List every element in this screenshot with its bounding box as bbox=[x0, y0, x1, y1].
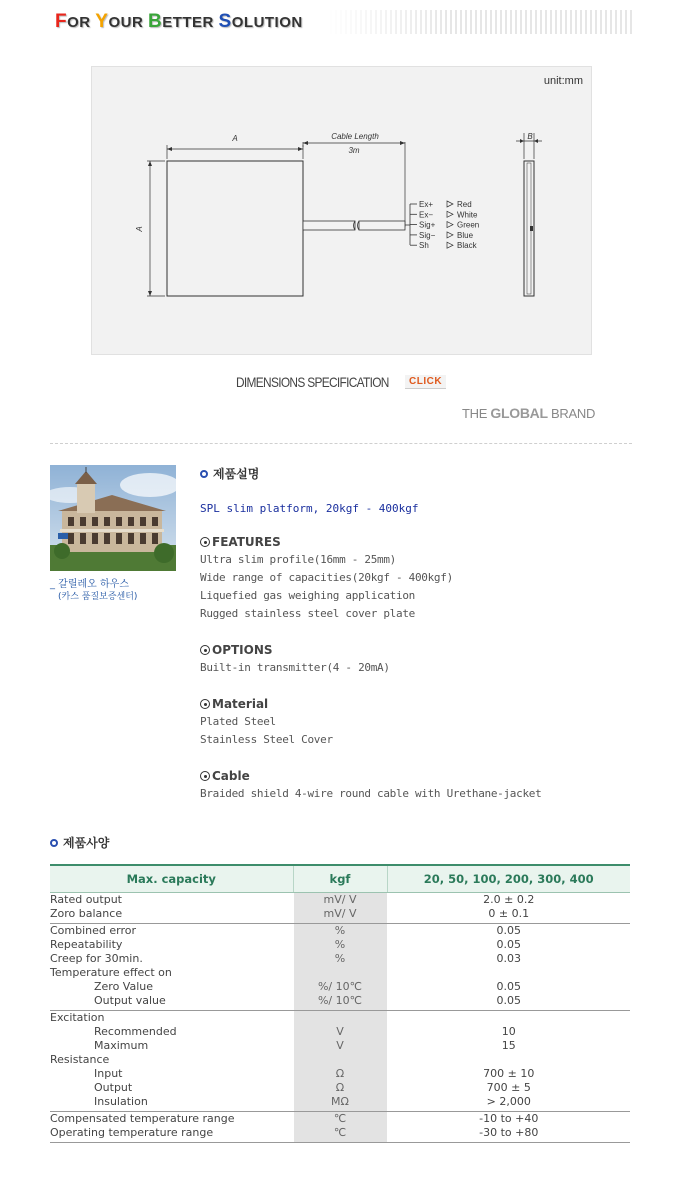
wire-pin: Sig− bbox=[419, 230, 436, 240]
target-bullet-icon bbox=[200, 699, 210, 709]
drawing-svg bbox=[92, 67, 593, 356]
spec-unit-cell bbox=[293, 893, 387, 924]
feature-heading-text: OPTIONS bbox=[212, 643, 273, 657]
photo-caption-title: _ 갈릴레오 하우스 bbox=[50, 579, 129, 590]
section-divider bbox=[50, 443, 632, 444]
feature-item: Ultra slim profile(16mm - 25mm) bbox=[200, 553, 396, 566]
spec-label: Creep for 30min. bbox=[50, 952, 143, 965]
spec-value: 700 ± 10 bbox=[483, 1067, 535, 1080]
spec-value: 10 bbox=[501, 1025, 516, 1038]
slogan-part: OR bbox=[67, 14, 96, 31]
spec-label: Maximum bbox=[94, 1039, 149, 1052]
target-bullet-icon bbox=[200, 645, 210, 655]
spec-value: 0.05 bbox=[496, 924, 521, 937]
spec-label: Output value bbox=[94, 994, 166, 1007]
spec-table bbox=[50, 864, 630, 1143]
spec-value-cell bbox=[387, 1011, 630, 1112]
feature-heading-text: FEATURES bbox=[212, 535, 281, 549]
wire-color: White bbox=[457, 210, 478, 220]
spec-value bbox=[388, 1053, 631, 1067]
slogan bbox=[55, 11, 303, 33]
spec-label: Zoro balance bbox=[50, 907, 123, 920]
spec-value-cell bbox=[387, 893, 630, 924]
spec-unit: ℃ bbox=[333, 1112, 347, 1125]
header-stripes bbox=[325, 10, 635, 34]
spec-label: Zero Value bbox=[94, 980, 154, 993]
feature-heading bbox=[200, 641, 640, 659]
spec-unit-cell bbox=[293, 1112, 387, 1143]
feature-item: Plated Steel bbox=[200, 715, 276, 728]
arrow-icon bbox=[447, 232, 453, 238]
spec-label-cell bbox=[50, 1011, 293, 1112]
feature-item: Wide range of capacities(20kgf - 400kgf) bbox=[200, 571, 453, 584]
platform-outline bbox=[167, 161, 303, 296]
wire-pin: Ex− bbox=[419, 210, 434, 220]
feature-heading bbox=[200, 695, 640, 713]
header-max-capacity: Max. capacity bbox=[50, 865, 293, 893]
arrow-icon bbox=[447, 242, 453, 248]
dimensions-title: DIMENSIONS SPECIFICATION bbox=[236, 374, 389, 390]
spec-unit: % bbox=[334, 924, 346, 937]
spec-label: Repeatability bbox=[50, 938, 123, 951]
target-bullet-icon bbox=[200, 771, 210, 781]
wire-color: Blue bbox=[457, 230, 474, 240]
circle-bullet-icon bbox=[200, 470, 208, 478]
spec-label-cell bbox=[50, 1112, 293, 1143]
feature-item: Braided shield 4-wire round cable with Urethane-jacket bbox=[200, 787, 542, 800]
spec-unit: mV/ V bbox=[323, 893, 357, 906]
building-photo bbox=[50, 465, 176, 571]
feature-item: Built-in transmitter(4 - 20mA) bbox=[200, 661, 390, 674]
arrow-icon bbox=[447, 211, 453, 217]
product-description bbox=[200, 465, 640, 803]
spec-value: -30 to +80 bbox=[479, 1126, 539, 1139]
spec-group-row bbox=[50, 893, 630, 924]
description-header bbox=[200, 465, 640, 482]
spec-label: Combined error bbox=[50, 924, 137, 937]
slogan-part: OUR bbox=[108, 14, 148, 31]
slogan-part: S bbox=[218, 11, 232, 32]
spec-unit: Ω bbox=[335, 1067, 345, 1080]
feature-heading bbox=[200, 533, 640, 551]
spec-unit bbox=[294, 966, 387, 980]
circle-bullet-icon bbox=[50, 839, 58, 847]
spec-value: 15 bbox=[501, 1039, 516, 1052]
spec-header-row bbox=[50, 865, 630, 893]
description-title: 제품설명 bbox=[213, 467, 260, 481]
wire-color: Red bbox=[457, 200, 472, 209]
slogan-part: Y bbox=[95, 11, 109, 32]
spec-label: Excitation bbox=[50, 1011, 105, 1024]
wire-pin: Sh bbox=[419, 241, 429, 251]
spec-value: 0 ± 0.1 bbox=[488, 907, 530, 920]
spec-unit: ℃ bbox=[333, 1126, 347, 1139]
spec-unit: %/ 10℃ bbox=[317, 980, 362, 993]
unit-label: unit:mm bbox=[543, 75, 583, 87]
spec-label: Rated output bbox=[50, 893, 122, 906]
spec-value: 0.05 bbox=[496, 980, 521, 993]
feature-item: Rugged stainless steel cover plate bbox=[200, 607, 415, 620]
spec-value bbox=[388, 966, 631, 980]
slogan-part: ETTER bbox=[162, 14, 219, 31]
arrow-icon bbox=[447, 222, 453, 228]
spec-group-row bbox=[50, 924, 630, 1011]
slogan-part: F bbox=[55, 11, 68, 32]
spec-label: Output bbox=[94, 1081, 133, 1094]
header-unit: kgf bbox=[293, 865, 387, 893]
spec-label-cell bbox=[50, 893, 293, 924]
spec-value-cell bbox=[387, 924, 630, 1011]
spec-unit-cell bbox=[293, 1011, 387, 1112]
spec-unit: %/ 10℃ bbox=[317, 994, 362, 1007]
spec-unit: MΩ bbox=[331, 1095, 349, 1108]
cable-length-label: Cable Length bbox=[331, 132, 379, 141]
spec-value: -10 to +40 bbox=[479, 1112, 539, 1125]
feature-groups bbox=[200, 515, 640, 803]
brand-prefix: THE bbox=[462, 406, 491, 421]
spec-unit-cell bbox=[293, 924, 387, 1011]
spec-label: Temperature effect on bbox=[50, 966, 172, 979]
header-banner bbox=[55, 8, 635, 36]
slogan-part: B bbox=[147, 11, 163, 32]
spec-label-cell bbox=[50, 924, 293, 1011]
wire-pin: Sig+ bbox=[419, 220, 436, 230]
spec-value: 700 ± 5 bbox=[486, 1081, 531, 1094]
target-bullet-icon bbox=[200, 537, 210, 547]
feature-heading-text: Cable bbox=[212, 769, 250, 783]
spec-value: > 2,000 bbox=[486, 1095, 531, 1108]
spec-unit: % bbox=[334, 952, 346, 965]
spec-unit: mV/ V bbox=[323, 907, 357, 920]
spec-unit: Ω bbox=[335, 1081, 345, 1094]
cable-length-value: 3m bbox=[348, 146, 360, 155]
wire-color: Black bbox=[457, 241, 477, 251]
brand-suffix: BRAND bbox=[547, 406, 596, 421]
spec-value: 0.05 bbox=[496, 994, 521, 1007]
spec-label: Input bbox=[94, 1067, 123, 1080]
spec-value bbox=[388, 1011, 631, 1025]
wire-color: Green bbox=[457, 220, 480, 230]
brand-emph: GLOBAL bbox=[490, 405, 548, 421]
feature-heading bbox=[200, 767, 640, 785]
spec-group-row bbox=[50, 1011, 630, 1112]
feature-item: Stainless Steel Cover bbox=[200, 733, 333, 746]
dimension-drawing bbox=[91, 66, 592, 355]
spec-label: Operating temperature range bbox=[50, 1126, 214, 1139]
spec-value: 2.0 ± 0.2 bbox=[483, 893, 535, 906]
global-brand bbox=[462, 405, 595, 421]
spec-label: Resistance bbox=[50, 1053, 110, 1066]
dim-a-top: A bbox=[232, 134, 238, 143]
click-button[interactable]: CLICK bbox=[405, 375, 446, 389]
spec-unit: V bbox=[336, 1025, 344, 1038]
dim-b: B bbox=[527, 132, 533, 141]
spec-value: 0.03 bbox=[496, 952, 521, 965]
spec-title: 제품사양 bbox=[63, 836, 110, 850]
spec-value-cell bbox=[387, 1112, 630, 1143]
spec-value: 0.05 bbox=[496, 938, 521, 951]
photo-caption-sub: (카스 품질보증센터) bbox=[58, 592, 138, 602]
spec-header bbox=[50, 834, 109, 851]
wire-pin: Ex+ bbox=[419, 200, 434, 209]
spec-label: Insulation bbox=[94, 1095, 148, 1108]
arrow-icon bbox=[447, 201, 453, 207]
spec-unit bbox=[294, 1011, 387, 1025]
spec-label: Compensated temperature range bbox=[50, 1112, 235, 1125]
spec-unit bbox=[294, 1053, 387, 1067]
header-capacities: 20, 50, 100, 200, 300, 400 bbox=[387, 865, 630, 893]
spec-group-row bbox=[50, 1112, 630, 1143]
spec-unit: V bbox=[336, 1039, 344, 1052]
spec-label: Recommended bbox=[94, 1025, 177, 1038]
feature-item: Liquefied gas weighing application bbox=[200, 589, 415, 602]
feature-heading-text: Material bbox=[212, 697, 269, 711]
dim-a-side: A bbox=[135, 226, 144, 232]
product-subtitle: SPL slim platform, 20kgf - 400kgf bbox=[200, 502, 419, 515]
slogan-part: OLUTION bbox=[231, 14, 303, 31]
spec-unit: % bbox=[334, 938, 346, 951]
